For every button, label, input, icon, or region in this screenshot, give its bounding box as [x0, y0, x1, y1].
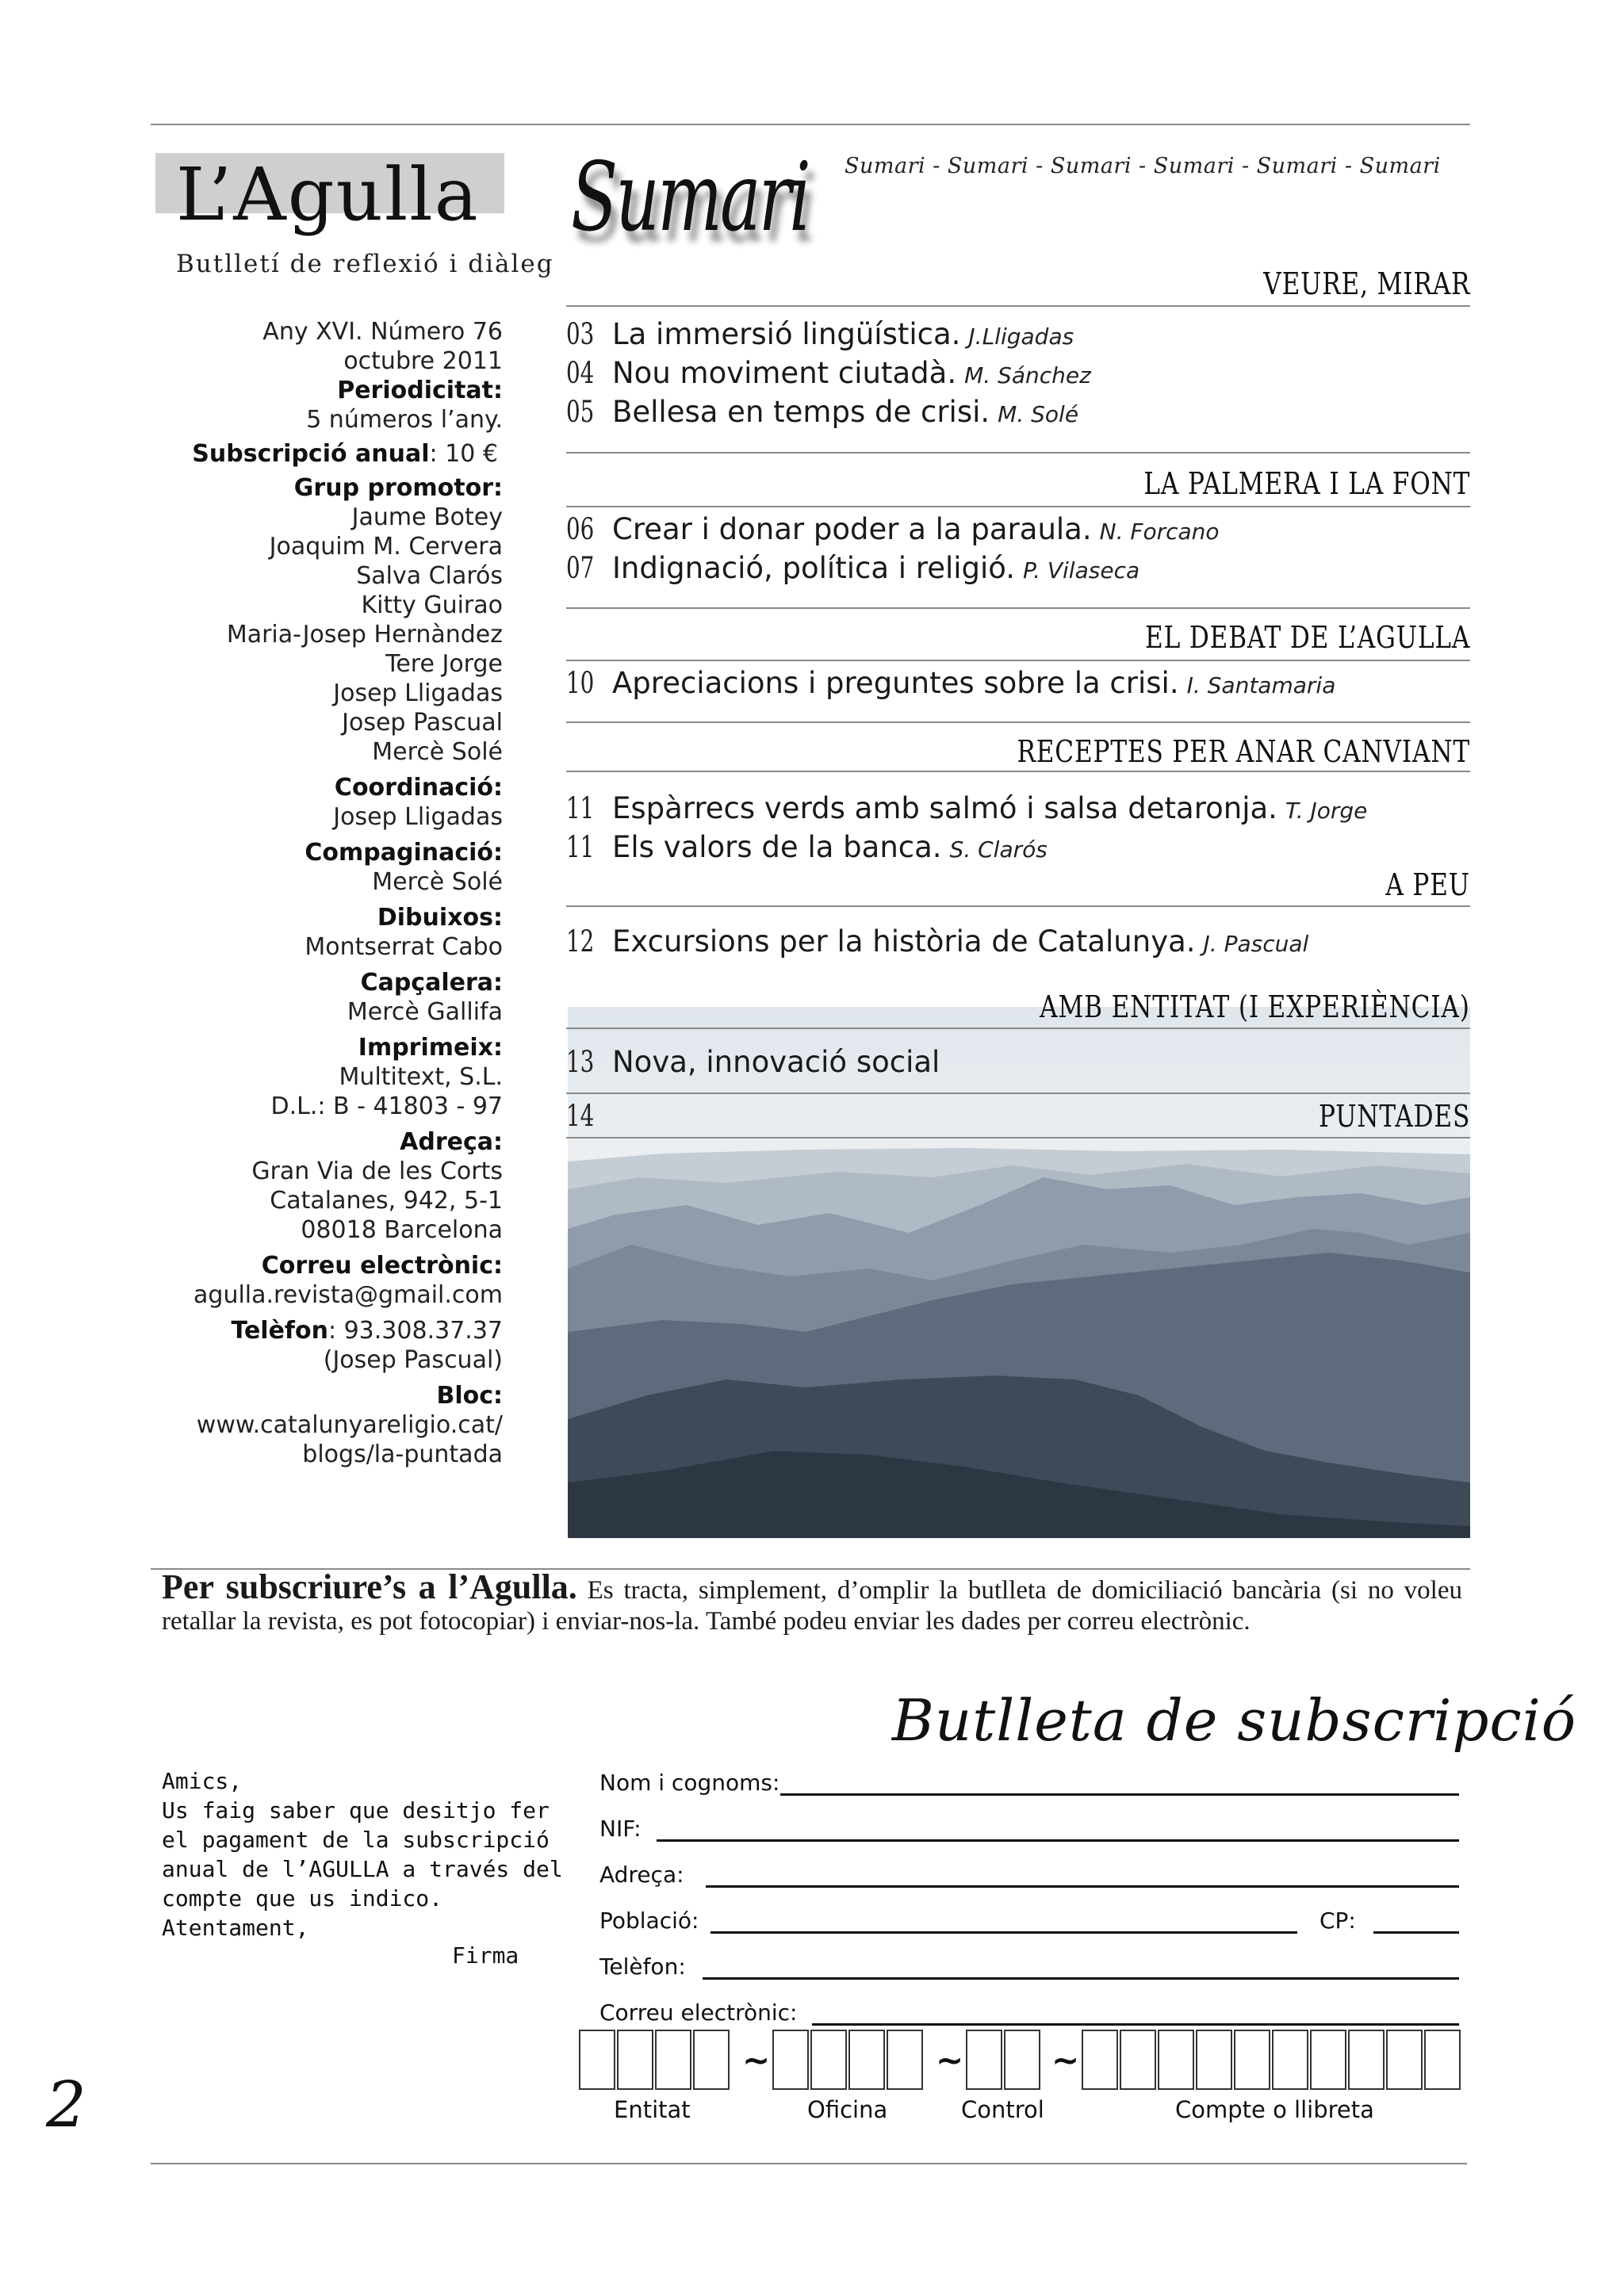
sumari-entry [566, 1099, 612, 1133]
oficina-digit-box[interactable] [848, 2030, 885, 2090]
entry-author: M. Solé [998, 401, 1079, 427]
letter-line: anual de l’AGULLA a través del [162, 1856, 563, 1882]
separator-tilde: ~ [936, 2041, 964, 2080]
subscription-intro [162, 1567, 1462, 1637]
entry-page: 04 [566, 356, 595, 390]
coordinacio-label: Coordinació: [334, 774, 503, 802]
separator-tilde: ~ [1051, 2041, 1080, 2080]
sumari-entry [566, 924, 1308, 959]
magazine-title: L’Agulla [176, 152, 480, 237]
correu-value: agulla.revista@gmail.com [193, 1281, 503, 1309]
dibuixos-label: Dibuixos: [377, 904, 503, 932]
compte-digit-box[interactable] [1348, 2030, 1385, 2090]
entry-title: Bellesa en temps de crisi. [612, 395, 990, 429]
dibuixos-value: Montserrat Cabo [304, 933, 503, 961]
periodicitat-value: 5 números l’any. [306, 406, 503, 434]
nom-label: Nom i cognoms: [599, 1770, 780, 1796]
adreca-line: Gran Via de les Corts [251, 1158, 503, 1185]
telefon-value: : 93.308.37.37 [327, 1317, 503, 1345]
entry-title: Indignació, política i religió. [612, 551, 1016, 585]
entry-author: P. Vilaseca [1023, 557, 1140, 584]
poblacio-label: Població: [599, 1908, 699, 1934]
credits-column [119, 317, 503, 1469]
compte-digit-box[interactable] [1234, 2030, 1270, 2090]
imprimeix-label: Imprimeix: [358, 1034, 503, 1062]
adreca-label: Adreça: [400, 1128, 503, 1156]
letter-line: el pagament de la subscripció [162, 1827, 550, 1853]
bloc-label: Bloc: [436, 1382, 503, 1410]
sumari-entry [566, 317, 1074, 351]
section-rule [566, 660, 1470, 661]
section-divider [566, 1093, 1470, 1094]
correu-line[interactable] [812, 2023, 1459, 2026]
member: Tere Jorge [385, 650, 503, 678]
entry-page: 10 [566, 666, 595, 700]
letter-line: Atentament, [162, 1915, 309, 1941]
entry-page: 14 [566, 1099, 595, 1133]
entitat-digit-box[interactable] [617, 2030, 653, 2090]
entitat-digit-box[interactable] [655, 2030, 691, 2090]
oficina-label: Oficina [807, 2096, 888, 2123]
nif-label: NIF: [599, 1816, 642, 1842]
telefon-label: Telèfon [231, 1317, 328, 1345]
issue-date: octubre 2011 [343, 347, 503, 375]
entry-title: Espàrrecs verds amb salmó i salsa detaronja. [612, 791, 1277, 825]
entry-title: Nova, innovació social [612, 1045, 940, 1079]
control-digit-box[interactable] [1004, 2030, 1040, 2090]
adreca-line[interactable] [706, 1885, 1459, 1888]
control-label: Control [961, 2096, 1044, 2123]
section-rule [566, 771, 1470, 772]
mountain-photo [568, 1007, 1470, 1538]
section-divider [566, 607, 1470, 609]
entry-title: Excursions per la història de Catalunya. [612, 924, 1196, 959]
sumari-entry [566, 1045, 948, 1079]
member: Kitty Guirao [361, 591, 503, 619]
compaginacio-label: Compaginació: [304, 839, 503, 867]
member: Maria-Josep Hernàndez [226, 621, 503, 649]
sumari-entry [566, 356, 1091, 390]
correu-label: Correu electrònic: [261, 1252, 503, 1280]
entry-title: La immersió lingüística. [612, 317, 961, 351]
section-la-palmera-i-la-font: LA PALMERA I LA FONT [1143, 466, 1470, 501]
entry-page: 06 [566, 512, 595, 546]
sumari-entry [566, 830, 1048, 864]
sumari-entry [566, 395, 1078, 429]
entry-author: M. Sánchez [964, 362, 1091, 388]
bottom-rule [151, 2163, 1467, 2164]
poblacio-line[interactable] [710, 1931, 1297, 1934]
entry-title: Crear i donar poder a la paraula. [612, 512, 1092, 546]
adreca-label: Adreça: [599, 1862, 684, 1888]
compte-digit-box[interactable] [1158, 2030, 1194, 2090]
telefon-line[interactable] [703, 1977, 1459, 1980]
oficina-digit-box[interactable] [772, 2030, 809, 2090]
letter-line: compte que us indico. [162, 1885, 443, 1911]
section-puntades: PUNTADES [1318, 1099, 1470, 1134]
sumari-title: Sumari [571, 143, 809, 253]
member: Salva Clarós [356, 562, 503, 590]
sumari-entry [566, 551, 1139, 585]
capcalera-value: Mercè Gallifa [347, 998, 503, 1026]
bloc-line: www.catalunyareligio.cat/ [196, 1411, 503, 1439]
section-receptes: RECEPTES PER ANAR CANVIANT [1017, 734, 1470, 769]
entry-author: J. Pascual [1203, 931, 1309, 957]
subscripcio-value: : 10 € [429, 440, 498, 468]
entry-page: 11 [566, 791, 595, 825]
section-amb-entitat: AMB ENTITAT (I EXPERIÈNCIA) [1040, 989, 1470, 1024]
member: Joaquim M. Cervera [269, 533, 503, 561]
entitat-digit-box[interactable] [693, 2030, 730, 2090]
subscripcio-row [119, 439, 503, 469]
compte-digit-box[interactable] [1272, 2030, 1308, 2090]
compte-digit-box[interactable] [1120, 2030, 1156, 2090]
section-rule [566, 506, 1470, 507]
authorization-letter [162, 1766, 563, 1942]
compte-label: Compte o llibreta [1175, 2096, 1374, 2123]
entry-page: 13 [566, 1045, 595, 1079]
subscription-body: Es tracta, simplement, d’omplir la butlleta de domiciliació bancària (si no voleu retallar la revista, es pot fotocopiar) i enviar-nos-la. També podeu enviar les dades per correu electrònic. [162, 1576, 1462, 1636]
section-rule [566, 1027, 1470, 1029]
entry-author: S. Clarós [949, 836, 1048, 863]
sumari-entry [566, 512, 1220, 546]
section-el-debat: EL DEBAT DE L’AGULLA [1144, 620, 1470, 655]
issue-line: Any XVI. Número 76 [262, 318, 503, 346]
imprimeix-value: Multitext, S.L. [339, 1063, 503, 1091]
entry-page: 11 [566, 830, 595, 864]
subscription-lead: Per subscriure’s a l’Agulla. [162, 1567, 577, 1606]
cp-label: CP: [1320, 1908, 1356, 1934]
nif-line[interactable] [657, 1839, 1459, 1842]
oficina-digit-box[interactable] [887, 2030, 923, 2090]
entry-title: Els valors de la banca. [612, 830, 942, 864]
compte-digit-box[interactable] [1310, 2030, 1346, 2090]
form-title: Butlleta de subscripció [892, 1687, 1577, 1754]
bloc-line: blogs/la-puntada [302, 1441, 503, 1468]
page-number: 2 [46, 2068, 86, 2141]
subscripcio-label: Subscripció anual [192, 440, 430, 468]
compte-digit-box[interactable] [1386, 2030, 1423, 2090]
grup-members [119, 503, 503, 767]
section-divider [566, 721, 1470, 723]
entitat-label: Entitat [614, 2096, 691, 2123]
nom-line[interactable] [780, 1793, 1459, 1796]
adreca-line: Catalanes, 942, 5-1 [270, 1187, 503, 1215]
entry-page: 05 [566, 395, 595, 429]
compte-digit-box[interactable] [1196, 2030, 1232, 2090]
sumari-entry [566, 791, 1367, 825]
sumari-entry [566, 666, 1335, 700]
compaginacio-value: Mercè Solé [372, 868, 503, 896]
entry-author: J.Lligadas [968, 323, 1074, 350]
correu-label: Correu electrònic: [599, 1999, 798, 2026]
member: Josep Lligadas [333, 679, 503, 707]
periodicitat-label: Periodicitat: [337, 377, 503, 404]
section-rule [566, 1137, 1470, 1138]
signature-label: Firma [452, 1942, 519, 1969]
telefon-label: Telèfon: [599, 1954, 686, 1980]
entitat-digit-box[interactable] [579, 2030, 615, 2090]
section-rule [566, 905, 1470, 907]
member: Jaume Botey [351, 503, 503, 531]
member: Josep Pascual [342, 709, 503, 737]
entry-page: 03 [566, 317, 595, 351]
letter-line: Amics, [162, 1768, 243, 1794]
section-divider [566, 452, 1470, 453]
section-a-peu: A PEU [1385, 867, 1470, 902]
entry-author: I. Santamaria [1186, 672, 1336, 698]
grup-label: Grup promotor: [293, 474, 503, 502]
compte-digit-box[interactable] [1424, 2030, 1461, 2090]
entry-title: Nou moviment ciutadà. [612, 356, 957, 390]
cp-line[interactable] [1373, 1931, 1459, 1934]
capcalera-label: Capçalera: [360, 969, 503, 997]
entry-author: N. Forcano [1099, 519, 1220, 545]
entry-page: 07 [566, 551, 595, 585]
mountain-landscape-image [568, 1007, 1470, 1538]
coordinacio-value: Josep Lligadas [333, 803, 503, 831]
control-digit-box[interactable] [966, 2030, 1002, 2090]
adreca-line: 08018 Barcelona [301, 1216, 503, 1244]
dl-value: D.L.: B - 41803 - 97 [270, 1093, 503, 1120]
top-rule [151, 124, 1470, 125]
sumari-strip: Sumari - Sumari - Sumari - Sumari - Sumari - Sumari [845, 154, 1441, 178]
member: Mercè Solé [372, 738, 503, 766]
magazine-subtitle: Butlletí de reflexió i diàleg [176, 250, 554, 278]
entry-page: 12 [566, 924, 595, 959]
oficina-digit-box[interactable] [810, 2030, 847, 2090]
compte-digit-box[interactable] [1082, 2030, 1118, 2090]
section-rule [566, 305, 1470, 307]
letter-line: Us faig saber que desitjo fer [162, 1797, 550, 1823]
telefon-note: (Josep Pascual) [323, 1346, 503, 1374]
entry-author: T. Jorge [1285, 798, 1368, 824]
separator-tilde: ~ [742, 2041, 771, 2080]
telefon-row [119, 1316, 503, 1345]
entry-title: Apreciacions i preguntes sobre la crisi. [612, 666, 1179, 700]
section-veure-mirar: VEURE, MIRAR [1262, 266, 1470, 301]
